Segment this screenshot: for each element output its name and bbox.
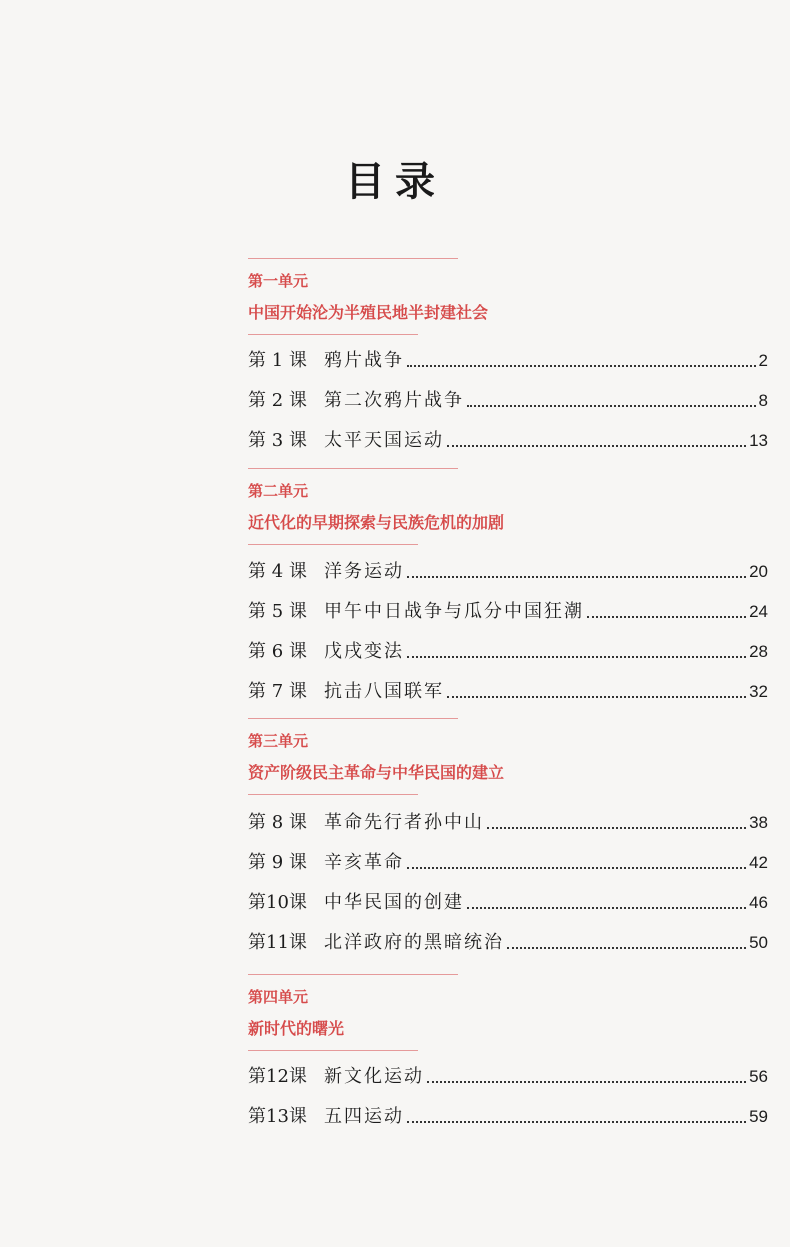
unit-divider	[248, 794, 418, 795]
page-number: 20	[749, 562, 768, 581]
dot-leader	[407, 576, 746, 578]
lesson-title: 戊戌变法	[324, 641, 404, 662]
dot-leader	[467, 405, 756, 407]
page-number: 56	[749, 1067, 768, 1086]
toc-entry[interactable]	[248, 848, 768, 874]
unit-divider	[248, 468, 458, 469]
unit-subtitle: 新时代的曙光	[248, 1019, 345, 1038]
dot-leader	[407, 365, 756, 367]
unit-divider	[248, 974, 458, 975]
unit-divider	[248, 544, 418, 545]
toc-entry[interactable]	[248, 346, 768, 372]
lesson-number: 第12课	[248, 1066, 307, 1087]
lesson-number: 第11课	[248, 932, 307, 953]
lesson-number: 第 9 课	[248, 852, 307, 873]
page-number: 38	[749, 813, 768, 832]
lesson-title: 第二次鸦片战争	[324, 390, 464, 411]
lesson-title: 新文化运动	[324, 1066, 424, 1087]
page-number: 2	[758, 351, 768, 370]
dot-leader	[407, 656, 746, 658]
lesson-title: 辛亥革命	[324, 852, 404, 873]
dot-leader	[427, 1081, 746, 1083]
dot-leader	[467, 907, 746, 909]
dot-leader	[447, 696, 746, 698]
lesson-title: 中华民国的创建	[324, 892, 464, 913]
toc-entry[interactable]	[248, 1102, 768, 1128]
dot-leader	[407, 867, 746, 869]
toc-entry[interactable]	[248, 386, 768, 412]
toc-entry[interactable]	[248, 888, 768, 914]
unit-label: 第三单元	[248, 732, 309, 750]
dot-leader	[507, 947, 746, 949]
unit-subtitle: 近代化的早期探索与民族危机的加剧	[248, 513, 505, 532]
toc-entry[interactable]	[248, 557, 768, 583]
lesson-title: 太平天国运动	[324, 430, 444, 451]
lesson-title: 甲午中日战争与瓜分中国狂潮	[324, 601, 584, 622]
toc-entry[interactable]	[248, 1062, 768, 1088]
page-number: 13	[749, 431, 768, 450]
toc-entry[interactable]	[248, 677, 768, 703]
dot-leader	[447, 445, 746, 447]
lesson-number: 第 1 课	[248, 350, 307, 371]
lesson-number: 第10课	[248, 892, 307, 913]
unit-subtitle: 中国开始沦为半殖民地半封建社会	[248, 303, 489, 322]
unit-divider	[248, 258, 458, 259]
page-number: 24	[749, 602, 768, 621]
unit-label: 第二单元	[248, 482, 309, 500]
page-number: 28	[749, 642, 768, 661]
page-number: 50	[749, 933, 768, 952]
lesson-title: 洋务运动	[324, 561, 404, 582]
toc-entry[interactable]	[248, 637, 768, 663]
page-title: 目录	[345, 158, 445, 205]
dot-leader	[587, 616, 746, 618]
unit-divider	[248, 334, 418, 335]
unit-divider	[248, 718, 458, 719]
page-number: 42	[749, 853, 768, 872]
page-number: 32	[749, 682, 768, 701]
unit-divider	[248, 1050, 418, 1051]
toc-entry[interactable]	[248, 808, 768, 834]
lesson-number: 第 3 课	[248, 430, 307, 451]
unit-label: 第四单元	[248, 988, 309, 1006]
dot-leader	[487, 827, 746, 829]
lesson-title: 革命先行者孙中山	[324, 812, 484, 833]
lesson-number: 第 2 课	[248, 390, 307, 411]
lesson-number: 第 7 课	[248, 681, 307, 702]
lesson-title: 鸦片战争	[324, 350, 404, 371]
lesson-number: 第 5 课	[248, 601, 307, 622]
lesson-number: 第13课	[248, 1106, 307, 1127]
page-number: 59	[749, 1107, 768, 1126]
unit-subtitle: 资产阶级民主革命与中华民国的建立	[248, 763, 505, 782]
toc-entry[interactable]	[248, 597, 768, 623]
lesson-title: 北洋政府的黑暗统治	[324, 932, 504, 953]
lesson-number: 第 8 课	[248, 812, 307, 833]
toc-entry[interactable]	[248, 426, 768, 452]
toc-entry[interactable]	[248, 928, 768, 954]
dot-leader	[407, 1121, 746, 1123]
page-number: 46	[749, 893, 768, 912]
lesson-title: 五四运动	[324, 1106, 404, 1127]
lesson-title: 抗击八国联军	[324, 681, 444, 702]
lesson-number: 第 6 课	[248, 641, 307, 662]
page-number: 8	[758, 391, 768, 410]
unit-label: 第一单元	[248, 272, 309, 290]
lesson-number: 第 4 课	[248, 561, 307, 582]
